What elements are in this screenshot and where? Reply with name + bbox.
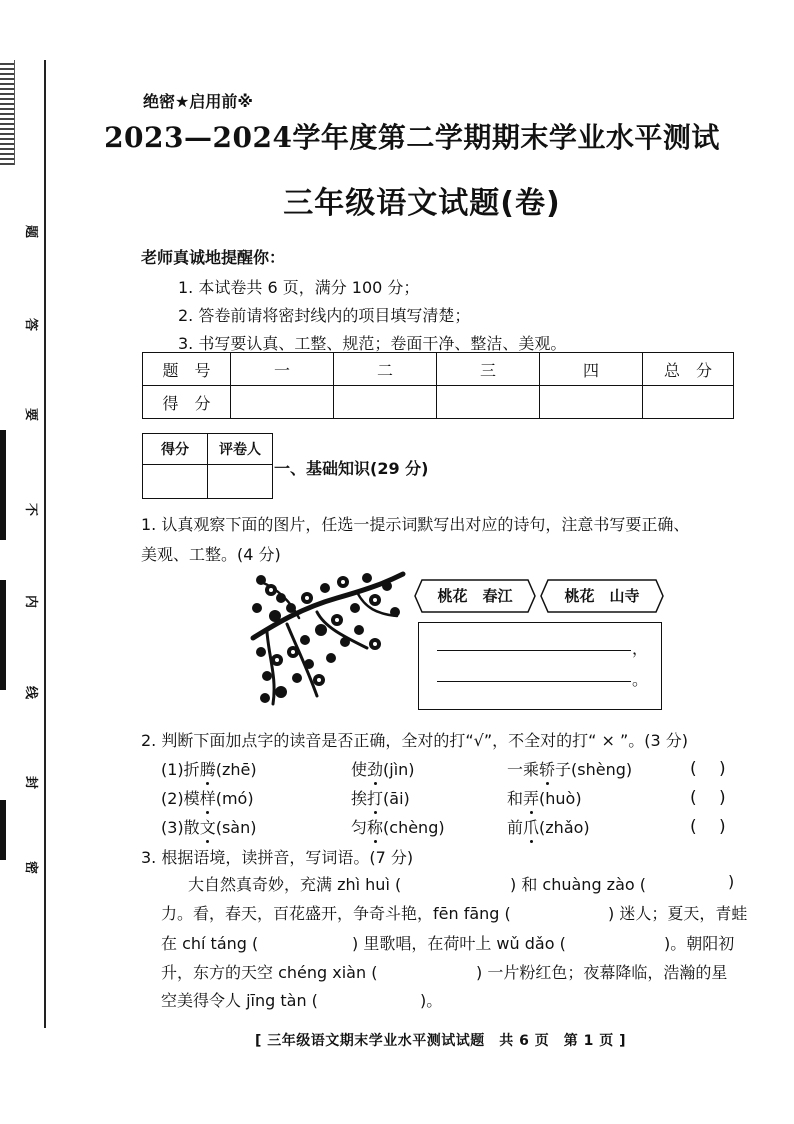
poem-answer-line-2[interactable] — [437, 681, 631, 682]
q3-text-segment: 升，东方的天空 chéng xiàn ( — [161, 963, 378, 982]
q2-answer-paren-1[interactable]: ( ) — [690, 759, 726, 779]
peach-blossom-illustration — [247, 568, 407, 710]
q2-char: 匀 — [351, 818, 368, 837]
score-input-cell[interactable] — [540, 386, 643, 419]
poem-answer-line-1[interactable] — [437, 650, 631, 651]
hint-tag-1[interactable]: 桃花 春江 — [437, 587, 513, 605]
q2-row-3-word-1 — [161, 815, 256, 838]
exam-title: 2023—2024学年度第二学期期末学业水平测试 — [104, 121, 720, 154]
q2-dotted-char: 样 — [200, 786, 216, 809]
q2-dotted-char: 爪 — [523, 815, 539, 838]
seal-char: 内 — [23, 594, 39, 609]
q2-pinyin: (shèng) — [571, 760, 633, 779]
q3-text-segment: 在 chí táng ( — [161, 934, 259, 953]
q2-pinyin: (zhē) — [215, 760, 257, 779]
hint-tag-2[interactable]: 桃花 山寺 — [564, 587, 640, 605]
q2-char: 前 — [507, 818, 524, 837]
q2-char: 和 — [507, 789, 524, 808]
score-table — [142, 352, 734, 419]
q3-text-segment: ) 一片粉红色；夜幕降临，浩瀚的星 — [476, 963, 728, 982]
grader-score-cell[interactable] — [143, 465, 208, 499]
seal-char: 密 — [23, 860, 39, 875]
q2-pinyin: (āi) — [383, 789, 410, 808]
q2-row-3-word-2 — [351, 815, 445, 838]
q2-pinyin: (chèng) — [383, 818, 445, 837]
seal-char: 封 — [23, 775, 39, 790]
q2-row-2-word-3 — [507, 786, 582, 809]
q2-pinyin: (mó) — [215, 789, 254, 808]
q2-char: 使 — [351, 760, 368, 779]
q2-dotted-char: 腾 — [200, 757, 216, 780]
q2-dotted-char: 打 — [367, 786, 383, 809]
edge-scan-mark — [0, 800, 6, 860]
q2-dotted-char: 文 — [200, 815, 216, 838]
grader-header-reviewer: 评卷人 — [208, 434, 273, 465]
q2-char: 散 — [183, 818, 200, 837]
q3-text-segment: ) 迷人；夏天，青蛙 — [608, 904, 748, 923]
q2-dotted-char: 轿 — [539, 757, 555, 780]
question-2-text: 2. 判断下面加点字的读音是否正确，全对的打“√”，不全对的打“ × ”。(3 分) — [141, 731, 689, 750]
grader-table — [142, 433, 273, 499]
seal-char: 不 — [23, 502, 39, 517]
q2-pinyin: (sàn) — [215, 818, 257, 837]
score-input-cell[interactable] — [437, 386, 540, 419]
page-footer: [ 三年级语文期末学业水平测试试题 共 6 页 第 1 页 ] — [255, 1033, 627, 1049]
q2-dotted-char: 劲 — [367, 757, 383, 780]
q3-blank-chitang[interactable] — [262, 938, 352, 956]
poem-answer-box — [418, 622, 662, 710]
score-header-cell: 三 — [437, 353, 540, 386]
question-1-text-cont: 美观、工整。(4 分) — [141, 545, 281, 564]
exam-subtitle: 三年级语文试题(卷) — [283, 186, 561, 221]
q2-row-label: (1) — [161, 760, 184, 779]
q2-char: 子 — [555, 760, 572, 779]
seal-char: 答 — [23, 317, 39, 332]
q2-answer-paren-2[interactable]: ( ) — [690, 788, 726, 808]
q3-text-segment: ) 里歌唱，在荷叶上 wǔ dǎo ( — [352, 934, 566, 953]
q2-dotted-char: 称 — [367, 815, 383, 838]
seal-char: 题 — [23, 224, 39, 239]
q2-answer-paren-3[interactable]: ( ) — [690, 817, 726, 837]
q2-char: 挨 — [351, 789, 368, 808]
grader-reviewer-cell[interactable] — [208, 465, 273, 499]
q3-text-segment: ) — [728, 872, 735, 891]
q2-row-2-word-2 — [351, 786, 410, 809]
q2-row-1-word-1 — [161, 757, 257, 780]
q3-blank-fenfang[interactable] — [520, 908, 602, 926]
q2-row-1-word-2 — [351, 757, 415, 780]
q2-char: 折 — [183, 760, 200, 779]
score-row-label: 得 分 — [143, 386, 231, 419]
notice-item: 2. 答卷前请将密封线内的项目填写清楚； — [178, 306, 471, 325]
secret-mark: 绝密★启用前※ — [143, 92, 253, 111]
q3-blank-jingtan[interactable] — [330, 995, 418, 1013]
notice-title: 老师真诚地提醒你： — [141, 248, 286, 267]
score-header-cell: 一 — [231, 353, 334, 386]
score-header-cell: 总 分 — [643, 353, 734, 386]
edge-scan-mark — [0, 580, 6, 690]
answer-period: 。 — [632, 670, 649, 689]
q3-text-segment: 力。看，春天，百花盛开，争奇斗艳，fēn fāng ( — [161, 904, 511, 923]
q2-row-2-word-1 — [161, 786, 254, 809]
q2-char: 模 — [183, 789, 200, 808]
q3-text-segment: 空美得令人 jīng tàn ( — [161, 991, 318, 1010]
q2-row-3-word-3 — [507, 815, 590, 838]
q2-dotted-char: 弄 — [523, 786, 539, 809]
score-input-cell[interactable] — [334, 386, 437, 419]
q3-text-segment: )。 — [420, 991, 443, 1010]
q3-blank-zhihui[interactable] — [437, 880, 507, 898]
grader-header-score: 得分 — [143, 434, 208, 465]
edge-scan-mark — [0, 430, 6, 540]
q3-blank-chuangzao[interactable] — [647, 880, 727, 898]
question-3-text: 3. 根据语境，读拼音，写词语。(7 分) — [141, 848, 414, 867]
q3-blank-wudao[interactable] — [572, 938, 662, 956]
q2-row-label: (2) — [161, 789, 184, 808]
q2-pinyin: (zhǎo) — [539, 818, 590, 837]
q2-row-label: (3) — [161, 818, 184, 837]
answer-comma: ， — [632, 639, 649, 658]
score-input-cell[interactable] — [231, 386, 334, 419]
notice-item: 1. 本试卷共 6 页，满分 100 分； — [178, 278, 420, 297]
q2-pinyin: (huò) — [539, 789, 582, 808]
q3-text-segment: 大自然真奇妙，充满 zhì huì ( — [188, 875, 402, 894]
score-header-cell: 题 号 — [143, 353, 231, 386]
notice-item: 3. 书写要认真、工整、规范；卷面干净、整洁、美观。 — [178, 334, 567, 353]
q3-text-segment: ) 和 chuàng zào ( — [510, 875, 647, 894]
score-input-cell[interactable] — [643, 386, 734, 419]
score-header-cell: 四 — [540, 353, 643, 386]
q3-blank-chengxian[interactable] — [388, 967, 474, 985]
score-header-cell: 二 — [334, 353, 437, 386]
q2-pinyin: (jìn) — [383, 760, 415, 779]
seal-char: 要 — [23, 407, 39, 422]
q2-char: 一乘 — [507, 760, 540, 779]
question-1-text: 1. 认真观察下面的图片，任选一提示词默写出对应的诗句，注意书写要正确、 — [141, 515, 690, 534]
section-title: 一、基础知识(29 分) — [274, 459, 429, 478]
q3-text-segment: )。朝阳初 — [664, 934, 735, 953]
seal-char: 线 — [23, 685, 39, 700]
q2-row-1-word-3 — [507, 757, 632, 780]
